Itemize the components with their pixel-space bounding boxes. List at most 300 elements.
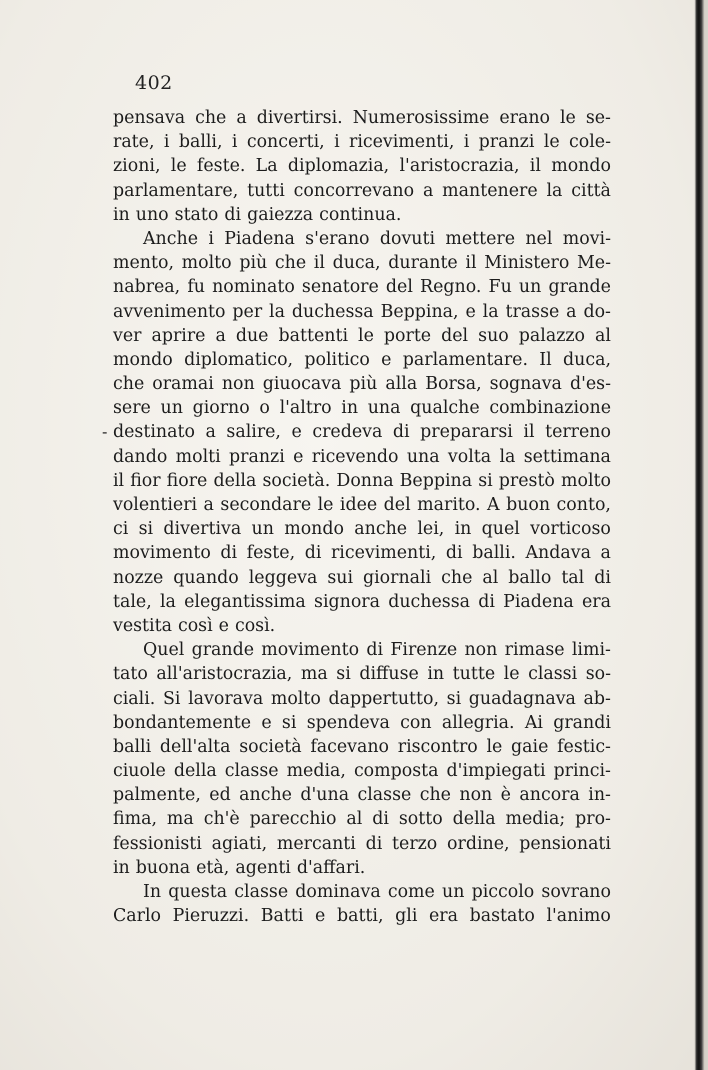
word: fior bbox=[130, 470, 161, 491]
word: pensionati bbox=[519, 833, 611, 854]
word: d'affari. bbox=[296, 857, 366, 878]
word: idee bbox=[339, 495, 378, 515]
word: ma bbox=[166, 809, 194, 830]
word: Firenze bbox=[390, 640, 458, 661]
word: le bbox=[559, 108, 576, 128]
word: Carlo bbox=[113, 906, 162, 927]
text-line bbox=[113, 445, 611, 469]
word: A bbox=[487, 495, 500, 515]
word: se- bbox=[585, 108, 611, 128]
word: che bbox=[113, 374, 145, 395]
word: prestò bbox=[498, 470, 555, 491]
text-line bbox=[113, 517, 611, 541]
word: balli bbox=[113, 736, 152, 757]
word: secondare bbox=[220, 495, 312, 515]
word: palmente, bbox=[113, 785, 201, 806]
word: in- bbox=[588, 785, 611, 806]
word: il bbox=[523, 422, 535, 443]
word: dappertutto, bbox=[328, 688, 440, 709]
word: credeva bbox=[312, 422, 383, 443]
text-line bbox=[113, 807, 611, 831]
word: avvenimento bbox=[113, 301, 226, 322]
word: a bbox=[566, 301, 577, 322]
word: Piadena bbox=[503, 591, 574, 612]
text-line bbox=[113, 348, 611, 372]
word: duca, bbox=[332, 253, 381, 274]
word: a bbox=[203, 495, 214, 515]
word: alla bbox=[385, 374, 418, 395]
word: agiati, bbox=[211, 833, 268, 854]
word: di bbox=[220, 543, 238, 564]
page-number: 402 bbox=[135, 72, 173, 94]
word: è bbox=[500, 785, 511, 806]
word: tutti bbox=[247, 180, 285, 201]
word: palazzo bbox=[518, 325, 585, 346]
word: grandi bbox=[553, 712, 611, 733]
word: dominava bbox=[295, 882, 381, 902]
word: sotto bbox=[398, 809, 443, 830]
word: o bbox=[259, 398, 270, 419]
text-line bbox=[113, 904, 611, 928]
word: rimase bbox=[504, 640, 565, 661]
text-line bbox=[113, 687, 611, 711]
word: zioni, bbox=[113, 156, 161, 177]
text-line bbox=[113, 324, 611, 348]
word: d'impiegati bbox=[446, 761, 546, 782]
word: In bbox=[143, 882, 162, 902]
word: agenti bbox=[235, 857, 291, 878]
word: classe bbox=[234, 882, 289, 902]
text-line bbox=[113, 590, 611, 614]
word: limi- bbox=[571, 640, 611, 661]
word: continua. bbox=[319, 204, 402, 225]
word: dovuti bbox=[379, 228, 436, 249]
word: del bbox=[385, 277, 413, 298]
word: balli. bbox=[472, 543, 516, 564]
word: e bbox=[381, 349, 392, 370]
word: vorticoso bbox=[530, 519, 611, 540]
word: mercanti bbox=[276, 833, 356, 854]
word: che bbox=[274, 253, 307, 274]
word: erano bbox=[499, 108, 550, 128]
word: duchessa bbox=[291, 301, 374, 322]
word: era bbox=[429, 906, 458, 927]
word: Me- bbox=[577, 253, 611, 274]
word: movimento bbox=[261, 640, 360, 661]
word: guadagnava bbox=[468, 688, 576, 709]
word: età, bbox=[196, 857, 230, 878]
word: diplomatico, bbox=[184, 349, 294, 370]
word: al bbox=[595, 325, 611, 346]
text-line bbox=[113, 106, 611, 130]
word: si bbox=[478, 470, 493, 491]
word: fiore bbox=[166, 470, 208, 491]
page-binding-edge bbox=[678, 0, 708, 1070]
word: Pieruzzi. bbox=[172, 906, 250, 927]
word: Numerosissime bbox=[352, 108, 490, 128]
word: composta bbox=[353, 761, 439, 782]
word: signora bbox=[314, 591, 380, 612]
word: e bbox=[315, 906, 326, 927]
word: ciali. bbox=[113, 688, 156, 709]
word: conto, bbox=[556, 495, 611, 515]
word: d'es- bbox=[569, 374, 611, 395]
margin-mark: - bbox=[102, 422, 108, 442]
word: uno bbox=[135, 204, 169, 225]
word: si bbox=[281, 712, 297, 733]
word: qualche bbox=[410, 398, 480, 419]
word: di bbox=[304, 543, 322, 564]
word: di bbox=[392, 422, 410, 443]
word: concorrevano bbox=[293, 180, 415, 201]
word: pro- bbox=[575, 809, 611, 830]
word: princi- bbox=[553, 761, 611, 782]
word: tato bbox=[113, 664, 148, 685]
word: anche bbox=[239, 785, 292, 806]
word: Donna bbox=[336, 470, 394, 491]
word: della bbox=[213, 470, 257, 491]
word: mento, bbox=[113, 253, 174, 274]
word: del bbox=[441, 325, 469, 346]
word: feste. bbox=[196, 156, 246, 177]
word: gaiezza bbox=[247, 204, 314, 225]
word: i bbox=[334, 132, 340, 153]
word: di bbox=[594, 567, 611, 588]
word: duca, bbox=[563, 349, 611, 370]
word: ma bbox=[300, 664, 328, 685]
text-line bbox=[113, 638, 611, 662]
word: giorno bbox=[192, 398, 250, 419]
word: classe bbox=[224, 761, 279, 782]
word: piccolo bbox=[471, 882, 535, 902]
word: rate, bbox=[113, 132, 155, 153]
word: bondantemente bbox=[113, 712, 252, 733]
word: fessionisti bbox=[113, 833, 202, 854]
word: l'aristocrazia, bbox=[399, 156, 520, 177]
word: Beppina bbox=[399, 470, 473, 491]
word: in bbox=[113, 204, 130, 225]
word: pranzi bbox=[478, 132, 535, 153]
word: cole- bbox=[569, 132, 611, 153]
word: tutte bbox=[452, 664, 496, 685]
word: ricevimenti, bbox=[330, 543, 437, 564]
word: quel bbox=[481, 519, 520, 540]
word: un bbox=[251, 519, 274, 540]
word: della bbox=[452, 809, 496, 830]
word: classe bbox=[357, 785, 412, 806]
word: mettere bbox=[445, 228, 516, 249]
word: facevano bbox=[310, 736, 390, 757]
word: non bbox=[459, 785, 493, 806]
word: balli, bbox=[178, 132, 223, 153]
word: allegria. bbox=[441, 712, 515, 733]
word: si bbox=[336, 664, 351, 685]
word: La bbox=[255, 156, 278, 177]
word: le bbox=[503, 664, 520, 685]
word: nel bbox=[525, 228, 553, 249]
word: la bbox=[269, 301, 285, 322]
text-line bbox=[113, 372, 611, 396]
word: nabrea, bbox=[113, 277, 181, 298]
word: di bbox=[224, 204, 242, 225]
text-line bbox=[113, 662, 611, 686]
word: era bbox=[582, 591, 611, 612]
word: riscontro bbox=[397, 736, 478, 757]
word: Quel bbox=[143, 640, 185, 661]
word: prepararsi bbox=[420, 422, 513, 443]
word: società bbox=[239, 736, 302, 757]
word: al bbox=[346, 809, 363, 830]
word: ci bbox=[113, 519, 129, 540]
word: festic- bbox=[557, 736, 611, 757]
word: anche bbox=[354, 519, 408, 540]
word: la bbox=[546, 180, 563, 201]
word: sovrano bbox=[541, 882, 611, 902]
word: i bbox=[463, 132, 470, 153]
word: politico bbox=[304, 349, 370, 370]
word: in bbox=[427, 664, 445, 685]
word: le bbox=[170, 156, 187, 177]
word: diffuse bbox=[359, 664, 419, 685]
word: leggeva bbox=[248, 567, 318, 588]
word: a bbox=[600, 543, 611, 564]
word: trasse bbox=[505, 301, 560, 322]
word: ab- bbox=[583, 688, 611, 709]
word: batti, bbox=[336, 906, 384, 927]
word: Batti bbox=[260, 906, 304, 927]
word: Ministero bbox=[484, 253, 570, 274]
word: e bbox=[218, 615, 229, 636]
word: buona bbox=[135, 857, 191, 878]
word: questa bbox=[168, 882, 228, 902]
word: Piadena bbox=[224, 228, 295, 249]
word: lavorava bbox=[188, 688, 264, 709]
word: società. bbox=[262, 470, 331, 491]
word: non bbox=[221, 374, 255, 395]
word: di bbox=[478, 591, 495, 612]
word: a bbox=[215, 325, 226, 346]
word: l'animo bbox=[546, 906, 611, 927]
word: i bbox=[208, 228, 214, 249]
word: giornali bbox=[362, 567, 432, 588]
word: salire, bbox=[226, 422, 281, 443]
word: e bbox=[293, 446, 304, 467]
word: movi- bbox=[562, 228, 611, 249]
text-line bbox=[113, 880, 611, 904]
word: elegantissima bbox=[184, 591, 306, 612]
word: concerti, bbox=[246, 132, 325, 153]
word: la bbox=[482, 301, 499, 322]
word: do- bbox=[583, 301, 611, 322]
word: diplomazia, bbox=[287, 156, 390, 177]
word: tal bbox=[561, 567, 585, 588]
text-line bbox=[113, 203, 611, 227]
word: Andava bbox=[525, 543, 591, 564]
word: molto bbox=[270, 688, 321, 709]
word: con bbox=[400, 712, 432, 733]
text-line bbox=[113, 396, 611, 420]
word: volta bbox=[447, 446, 492, 467]
word: a bbox=[205, 422, 216, 443]
word: due bbox=[235, 325, 269, 346]
word: le bbox=[317, 495, 334, 515]
text-line bbox=[113, 300, 611, 324]
word: si bbox=[446, 688, 462, 709]
word: Si bbox=[162, 688, 181, 709]
word: ed bbox=[209, 785, 231, 806]
word: in bbox=[454, 519, 472, 540]
word: il bbox=[529, 156, 541, 177]
word: parlamentare, bbox=[113, 180, 239, 201]
word: buon bbox=[506, 495, 551, 515]
word: molto bbox=[560, 470, 611, 491]
word: di bbox=[372, 809, 389, 830]
word: come bbox=[387, 882, 435, 902]
word: i bbox=[231, 132, 238, 153]
word: ordine, bbox=[447, 833, 510, 854]
word: sui bbox=[327, 567, 354, 588]
word: Ai bbox=[524, 712, 543, 733]
word: s'erano bbox=[305, 228, 370, 249]
word: dell'alta bbox=[159, 736, 231, 757]
text-line bbox=[113, 275, 611, 299]
word: il bbox=[313, 253, 325, 274]
text-line bbox=[113, 251, 611, 275]
word: e bbox=[291, 422, 302, 443]
word: a bbox=[422, 180, 434, 201]
word: so- bbox=[585, 664, 611, 685]
word: che bbox=[419, 785, 451, 806]
word: giuocava bbox=[262, 374, 342, 395]
text-line bbox=[102, 420, 611, 444]
text-line bbox=[113, 227, 611, 251]
word: così bbox=[177, 615, 213, 636]
word: Borsa, bbox=[425, 374, 482, 395]
text-line bbox=[113, 566, 611, 590]
word: ricevendo bbox=[311, 446, 399, 467]
word: più bbox=[349, 374, 378, 395]
word: il bbox=[113, 470, 125, 491]
word: Beppina, bbox=[380, 301, 459, 322]
word: suo bbox=[478, 325, 509, 346]
word: movimento bbox=[113, 543, 211, 564]
word: del bbox=[383, 495, 411, 515]
word: aprire bbox=[151, 325, 206, 346]
text-line bbox=[113, 541, 611, 565]
word: mantenere bbox=[442, 180, 538, 201]
word: in bbox=[341, 398, 359, 419]
word: combinazione bbox=[489, 398, 611, 419]
word: la bbox=[499, 446, 516, 467]
word: gli bbox=[395, 906, 418, 927]
word: duchessa bbox=[388, 591, 471, 612]
word: d'una bbox=[300, 785, 350, 806]
word: bastato bbox=[469, 906, 535, 927]
word: grande bbox=[191, 640, 255, 661]
word: senatore bbox=[301, 277, 379, 298]
word: parecchio bbox=[249, 809, 337, 830]
text-line bbox=[113, 783, 611, 807]
word: ciuole bbox=[113, 761, 166, 782]
word: settimana bbox=[523, 446, 611, 467]
text-line bbox=[113, 711, 611, 735]
word: la bbox=[159, 591, 176, 612]
word: Fu bbox=[488, 277, 512, 298]
word: divertirsi. bbox=[256, 108, 343, 128]
word: e bbox=[465, 301, 476, 322]
word: Regno. bbox=[420, 277, 482, 298]
word: tale, bbox=[113, 591, 152, 612]
word: media; bbox=[505, 809, 566, 830]
word: ballo bbox=[508, 567, 552, 588]
text-line bbox=[113, 832, 611, 856]
word: ch'è bbox=[203, 809, 240, 830]
word: sognava bbox=[489, 374, 562, 395]
word: di bbox=[445, 543, 463, 564]
word: ricevimenti, bbox=[349, 132, 455, 153]
word: in bbox=[113, 857, 130, 878]
word: mondo bbox=[551, 156, 611, 177]
word: di bbox=[365, 833, 383, 854]
word: marito. bbox=[417, 495, 481, 515]
text-line bbox=[113, 179, 611, 203]
word: della bbox=[173, 761, 217, 782]
word: ancora bbox=[519, 785, 580, 806]
word: dando bbox=[113, 446, 168, 467]
word: ver bbox=[113, 325, 142, 346]
word: un bbox=[518, 277, 542, 298]
word: volentieri bbox=[113, 495, 198, 515]
word: si bbox=[138, 519, 154, 540]
word: destinato bbox=[113, 422, 195, 443]
word: più bbox=[239, 253, 268, 274]
word: le bbox=[486, 736, 503, 757]
word: sere bbox=[113, 398, 151, 419]
word: i bbox=[163, 132, 170, 153]
word: all'aristocrazia, bbox=[156, 664, 293, 685]
word: mondo bbox=[284, 519, 344, 540]
word: quando bbox=[173, 567, 239, 588]
word: durante bbox=[388, 253, 458, 274]
word: e bbox=[261, 712, 272, 733]
word: fima, bbox=[113, 809, 157, 830]
text-line bbox=[113, 493, 611, 517]
word: terreno bbox=[545, 422, 611, 443]
word: le bbox=[543, 132, 560, 153]
word: lei, bbox=[417, 519, 445, 540]
word: le bbox=[358, 325, 374, 346]
word: pensava bbox=[113, 108, 186, 128]
word: molti bbox=[175, 446, 221, 467]
word: molto bbox=[181, 253, 232, 274]
text-line bbox=[113, 130, 611, 154]
text-line bbox=[113, 469, 611, 493]
word: un bbox=[160, 398, 183, 419]
word: l'altro bbox=[279, 398, 332, 419]
word: terzo bbox=[392, 833, 438, 854]
word: così. bbox=[234, 615, 276, 636]
word: stato bbox=[174, 204, 219, 225]
word: un bbox=[442, 882, 465, 902]
word: grande bbox=[548, 277, 611, 298]
word: Anche bbox=[143, 228, 198, 249]
word: spendeva bbox=[306, 712, 390, 733]
word: nominato bbox=[212, 277, 295, 298]
word: oramai bbox=[152, 374, 214, 395]
word: divertiva bbox=[163, 519, 242, 540]
word: battenti bbox=[278, 325, 349, 346]
text-line bbox=[113, 154, 611, 178]
